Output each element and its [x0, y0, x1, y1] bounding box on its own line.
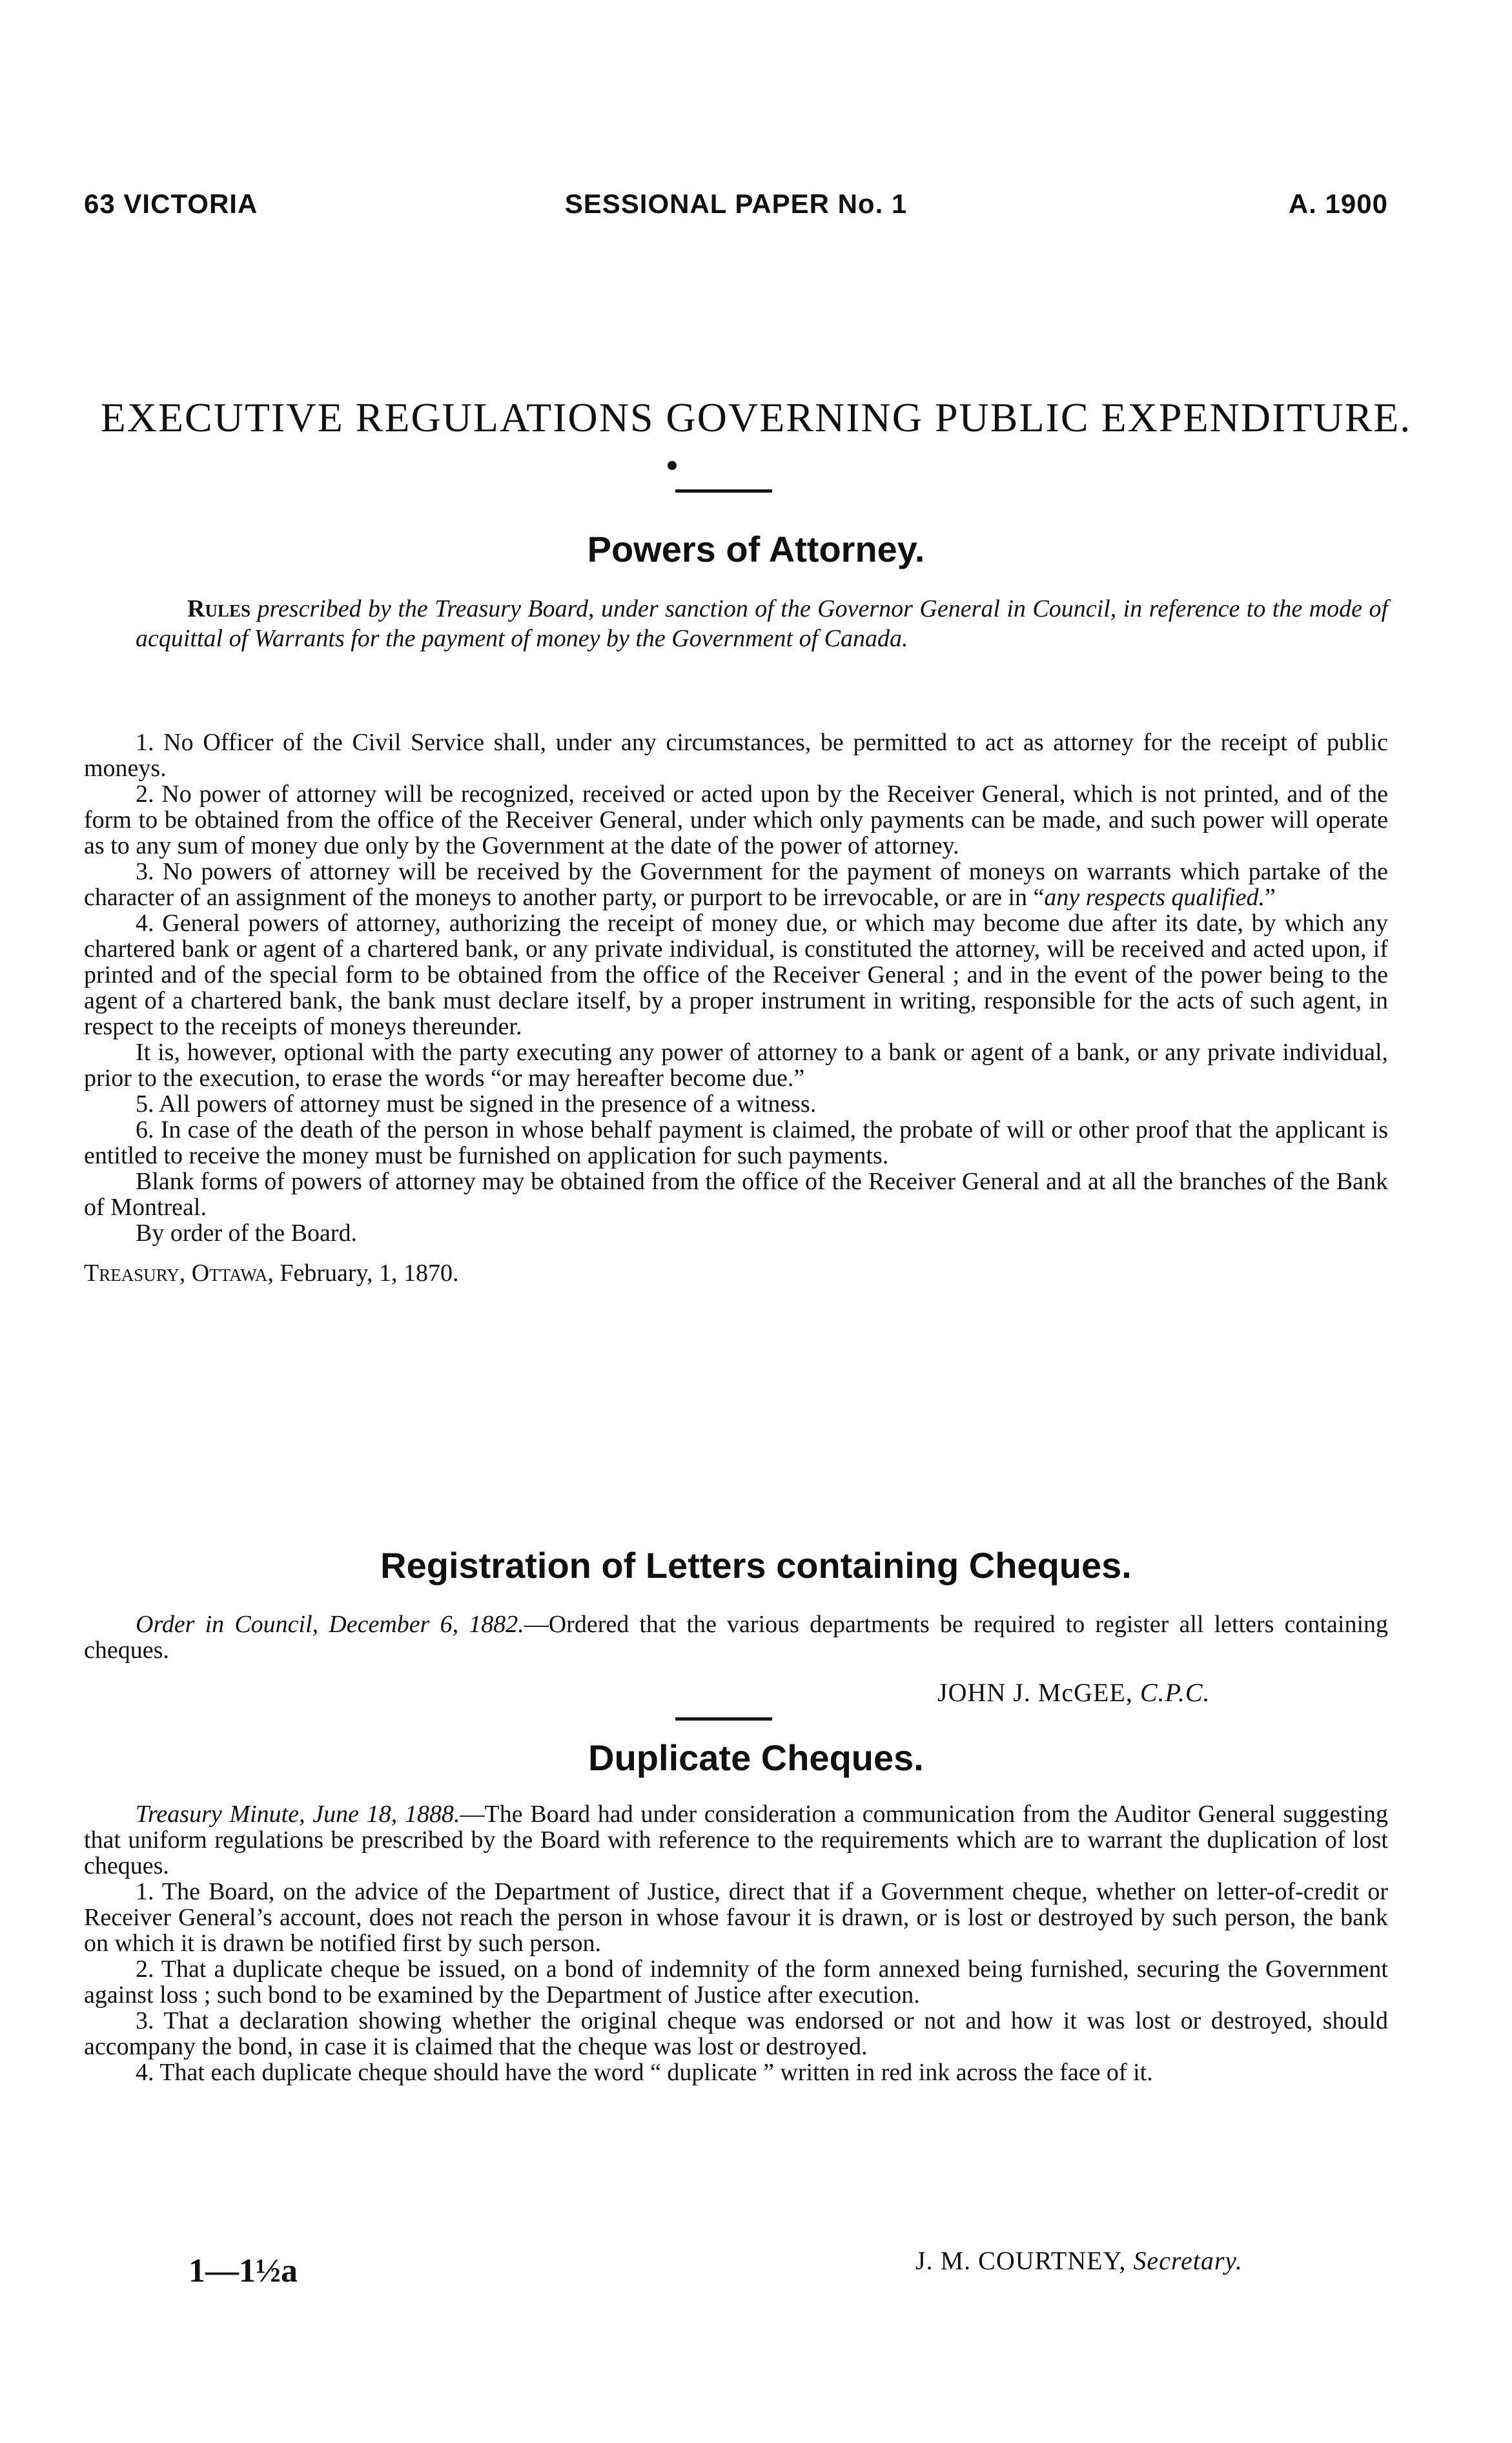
order-text: —Ordered that the various departments be required to register all letters containing cheques. — [84, 1611, 1389, 1664]
rule-3-quote: any respects qualified. — [1044, 884, 1265, 911]
signature-courtney — [915, 2245, 1243, 2276]
powers-rules — [84, 730, 1388, 1286]
duplicate-block — [84, 1801, 1388, 2085]
signature-courtney-title: Secretary. — [1133, 2246, 1243, 2275]
minute-text: —The Board had under consideration a communication from the Auditor General suggesting that uniform regulations be prescribed by the Board with reference to the requirements which are to warrant the duplication of lost cheques. — [84, 1801, 1389, 1879]
running-header — [84, 189, 1388, 227]
preamble-lead: Rules — [187, 595, 250, 622]
registration-order — [84, 1611, 1388, 1663]
dateline-place: Treasury, Ottawa, — [84, 1260, 274, 1287]
duplicate-rule-1: 1. The Board, on the advice of the Department of Justice, direct that if a Government cheque, whether on letter-of-credit or Receiver General’s account, does not reach the person in whose favour it is drawn, or is lost or destroyed by such person, the bank on which it is drawn be notified first by such person. — [84, 1878, 1388, 1957]
heading-duplicate-cheques: Duplicate Cheques. — [588, 1737, 924, 1778]
signature-mcgee — [937, 1677, 1211, 1708]
rule-3-quote-close: ” — [1265, 884, 1276, 911]
registration-rule — [675, 1717, 772, 1721]
minute-label: Treasury Minute, June 18, 1888. — [136, 1801, 460, 1828]
registration-block — [84, 1611, 1388, 1663]
rule-4-proviso: It is, however, optional with the party executing any power of attorney to a bank or agent of a bank, or any private individual, prior to the execution, to erase the words “or may hereafter become due.” — [84, 1039, 1388, 1092]
signature-mcgee-title: C.P.C. — [1139, 1678, 1211, 1707]
heading-registration: Registration of Letters containing Cheques. — [380, 1545, 1132, 1586]
rule-5: 5. All powers of attorney must be signed in the presence of a witness. — [136, 1090, 817, 1118]
rule-4: 4. General powers of attorney, authorizing the receipt of money due, or which may become due after its date, by which any chartered bank or agent of a chartered bank, or any private individual, is constituted the attorney, will be received and acted upon, if printed and of the special form to be obtained from the office of the Receiver General ; and in the event of the power being to the agent of a chartered bank, the bank must declare itself, by a proper instrument in writing, responsible for the acts of such agent, in respect to the receipts of moneys thereunder. — [84, 910, 1388, 1040]
order-label: Order in Council, December 6, 1882. — [136, 1611, 524, 1638]
duplicate-rule-4: 4. That each duplicate cheque should have the word “ duplicate ” written in red ink across the face of it. — [136, 2059, 1153, 2086]
treasury-minute — [84, 1801, 1388, 1879]
signature-courtney-name: J. M. COURTNEY, — [915, 2246, 1127, 2275]
title-ornament — [668, 461, 677, 470]
blank-forms-note: Blank forms of powers of attorney may be obtained from the office of the Receiver General and at all the branches of the Bank of Montreal. — [84, 1168, 1388, 1221]
page-title: EXECUTIVE REGULATIONS GOVERNING PUBLIC EXPENDITURE. — [100, 394, 1412, 440]
page-number: 1—1½a — [189, 2253, 298, 2289]
header-sessional-paper: SESSIONAL PAPER No. 1 — [564, 189, 908, 219]
powers-preamble-block — [84, 594, 1388, 653]
dateline — [84, 1260, 1388, 1286]
rule-2: 2. No power of attorney will be recognized, received or acted upon by the Receiver General, which is not printed, and of the form to be obtained from the office of the Receiver General, under which only payments can be made, and such power will operate as to any sum of money due only by the Government at the date of the power of attorney. — [84, 781, 1388, 859]
duplicate-rule-3: 3. That a declaration showing whether the original cheque was endorsed or not and how it was lost or destroyed, should accompany the bond, in case it is claimed that the cheque was lost or destroyed. — [84, 2007, 1388, 2060]
signature-mcgee-name: JOHN J. McGEE, — [937, 1678, 1133, 1707]
duplicate-rule-2: 2. That a duplicate cheque be issued, on a bond of indemnity of the form annexed being furnished, securing the Government against loss ; such bond to be examined by the Department of Justice after execution. — [84, 1956, 1388, 2009]
rule-3 — [84, 859, 1388, 910]
rule-1: 1. No Officer of the Civil Service shall, under any circumstances, be permitted to act as attorney for the receipt of public moneys. — [84, 729, 1388, 782]
rule-3-text: 3. No powers of attorney will be received by the Government for the payment of moneys on warrants which partake of the character of an assignment of the moneys to another party, or purport to be irrevocable, or are in — [84, 858, 1388, 911]
header-year: A. 1900 — [1288, 189, 1388, 219]
rule-6: 6. In case of the death of the person in whose behalf payment is claimed, the probate of will or other proof that the applicant is entitled to receive the money must be furnished on application for such payments. — [84, 1116, 1388, 1169]
header-volume: 63 VICTORIA — [84, 189, 258, 219]
preamble-text: prescribed by the Treasury Board, under sanction of the Governor General in Council, in reference to the mode of acquittal of Warrants for the payment of money by the Government of Canada. — [136, 595, 1389, 652]
rule-3-quote-open: “ — [1027, 884, 1045, 911]
title-rule — [675, 489, 772, 493]
powers-preamble — [84, 594, 1388, 653]
by-order: By order of the Board. — [136, 1220, 357, 1247]
heading-powers-of-attorney: Powers of Attorney. — [587, 529, 925, 569]
dateline-date: February, 1, 1870. — [273, 1260, 459, 1287]
